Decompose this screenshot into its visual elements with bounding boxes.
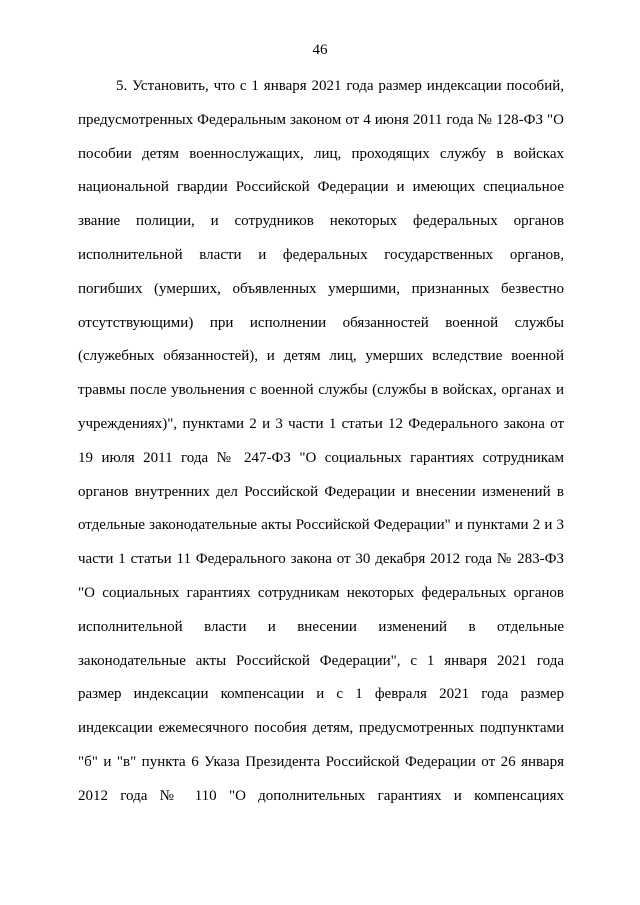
text-line: погибших (умерших, объявленных умершими, признанных безвестно	[78, 280, 564, 297]
text-line: пособии детям военнослужащих, лиц, проходящих службу в войсках	[78, 145, 564, 162]
text-line: звание полиции, и сотрудников некоторых федеральных органов	[78, 213, 564, 230]
text-line: исполнительной власти и внесении изменений в отдельные	[78, 618, 564, 635]
text-line: 2012 года № 110 "О дополнительных гарантиях и компенсациях	[78, 787, 564, 804]
text-line: органов внутренних дел Российской Федерации и внесении изменений в	[78, 483, 564, 500]
text-line: индексации ежемесячного пособия детям, предусмотренных подпунктами	[78, 720, 564, 737]
text-line: исполнительной власти и федеральных государственных органов,	[78, 246, 564, 263]
text-line: 5. Установить, что с 1 января 2021 года размер индексации пособий,	[116, 78, 564, 94]
page-number: 46	[312, 42, 328, 58]
text-line: 19 июля 2011 года № 247-ФЗ "О социальных гарантиях сотрудникам	[78, 449, 564, 466]
text-line: учреждениях)", пунктами 2 и 3 части 1 статьи 12 Федерального закона от	[78, 415, 564, 432]
text-line: "О социальных гарантиях сотрудникам некоторых федеральных органов	[78, 584, 564, 601]
text-line: отдельные законодательные акты Российской Федерации" и пунктами 2 и 3	[78, 517, 564, 534]
text-line: части 1 статьи 11 Федерального закона от 30 декабря 2012 года № 283-ФЗ	[78, 551, 564, 568]
text-line: размер индексации компенсации и с 1 февраля 2021 года размер	[78, 686, 564, 703]
text-line: законодательные акты Российской Федерации", с 1 января 2021 года	[78, 652, 564, 669]
text-line: отсутствующими) при исполнении обязанностей военной службы	[78, 314, 564, 331]
paragraph-5	[78, 70, 564, 814]
text-line: травмы после увольнения с военной службы (службы в войсках, органах и	[78, 382, 564, 399]
text-line: "б" и "в" пункта 6 Указа Президента Российской Федерации от 26 января	[78, 753, 564, 770]
text-line: национальной гвардии Российской Федерации и имеющих специальное	[78, 179, 564, 196]
text-line: предусмотренных Федеральным законом от 4 июня 2011 года № 128-ФЗ "О	[78, 111, 564, 128]
text-line: (служебных обязанностей), и детям лиц, умерших вследствие военной	[78, 348, 564, 365]
